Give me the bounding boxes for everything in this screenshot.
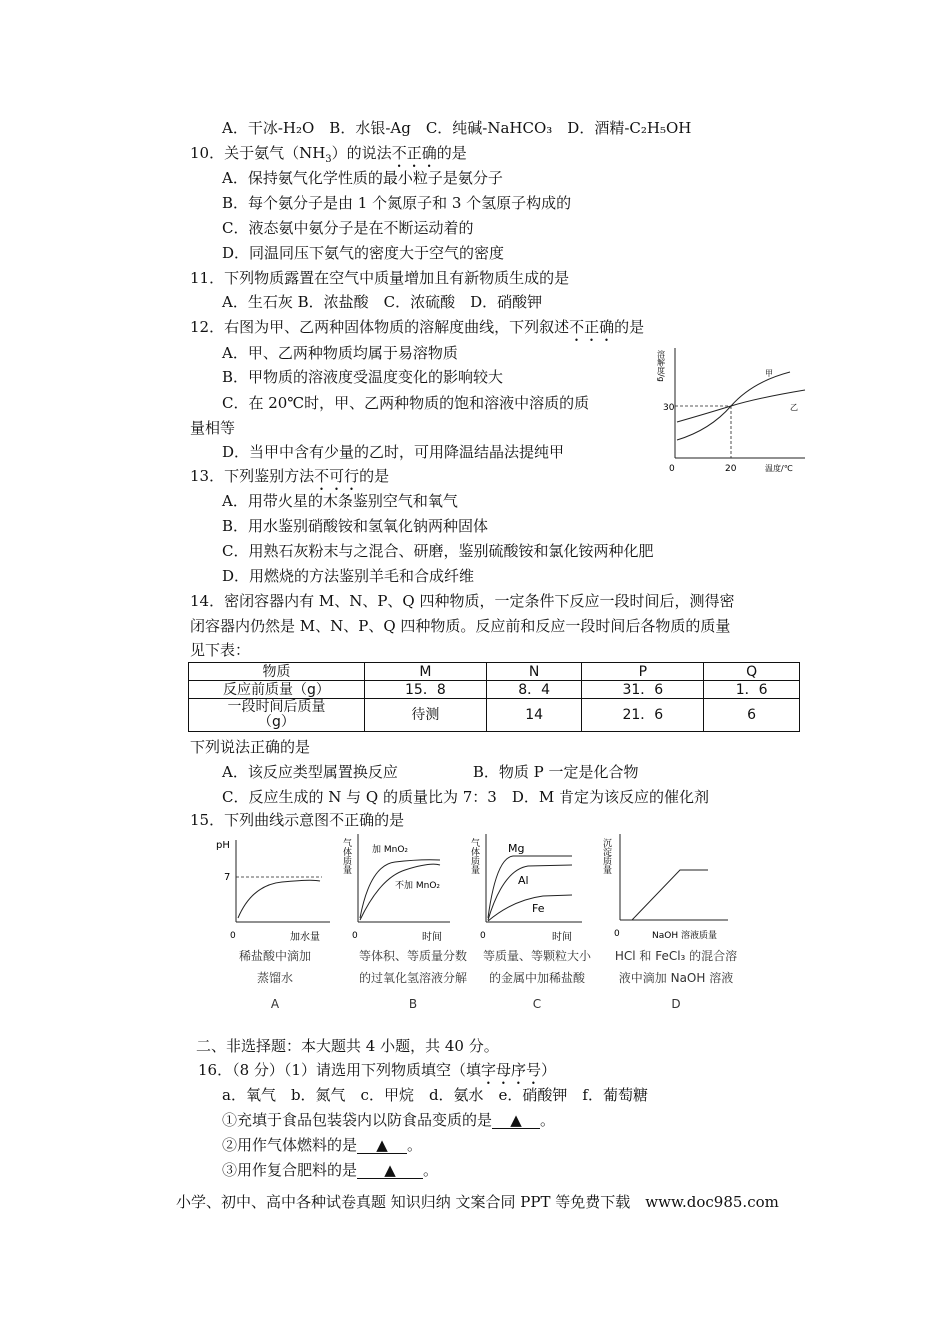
graph-d-cap2: 液中滴加 NaOH 溶液 (618, 971, 734, 985)
graph-d-y-label: 沉淀质量 (601, 838, 611, 874)
q16-stem-pre: 16．（8 分）（1）请选用下列物质填空（填 (198, 1061, 481, 1079)
graph-c-caption (468, 945, 606, 1015)
graph-c-letter: C (532, 997, 542, 1011)
graph-b-y-label: 气体质量 (341, 838, 351, 874)
q9-options: A．干冰-H₂O B．水银-Ag C．纯碱-NaHCO₃ D．酒精-C₂H₅OH (222, 119, 692, 137)
graph-d-x-label: NaOH 溶液质量 (652, 931, 717, 941)
graph-c-cap2: 的金属中加稀盐酸 (488, 971, 585, 985)
graph-c-curve-fe (488, 895, 572, 921)
q13-stem-emphasis: 不可行 (314, 467, 360, 485)
q14-stem-line1: 14．密闭容器内有 M、N、P、Q 四种物质，一定条件下反应一段时间后，测得密 (190, 592, 735, 610)
solubility-x-tick: 20 (725, 464, 737, 474)
q16-item-1-text: ①充填于食品包装袋内以防食品变质的是 (222, 1111, 493, 1129)
table-header-cell: Q (704, 663, 800, 681)
graph-b-label-2: 不加 MnO₂ (395, 881, 441, 891)
q10-option-c: C．液态氨中氨分子是在不断运动着的 (222, 219, 474, 237)
mass-table (188, 662, 800, 732)
q16-item-2-text: ②用作气体燃料的是 (222, 1136, 358, 1154)
table-cell: 15．8 (365, 681, 487, 699)
q13-option-c: C．用熟石灰粉末与之混合、研磨，鉴别硫酸铵和氯化铵两种化肥 (222, 542, 654, 560)
q16-item-3 (222, 1160, 438, 1180)
graph-d-letter: D (671, 997, 681, 1011)
q12-option-c-line2: 量相等 (190, 419, 236, 437)
q16-item-1-end: 。 (540, 1111, 556, 1129)
q13-stem-pre: 13．下列鉴别方法 (190, 467, 315, 485)
q14-stem-line2: 闭容器内仍然是 M、N、P、Q 四种物质。反应前和反应一段时间后各物质的质量 (190, 617, 731, 635)
graph-a-y-label: pH (216, 840, 230, 851)
graph-a (212, 830, 337, 945)
q12-option-a: A．甲、乙两种物质均属于易溶物质 (222, 344, 458, 362)
graph-c (468, 830, 588, 945)
table-cell: 14 (486, 699, 582, 732)
solubility-x-label: 温度/℃ (765, 464, 793, 473)
graph-b-x-label: 时间 (422, 932, 442, 943)
q16-stem-post: ） (540, 1061, 556, 1079)
q10-stem (190, 143, 467, 171)
solubility-y-tick: 30 (663, 403, 675, 413)
table-cell (189, 699, 365, 732)
q16-options: a．氧气 b．氮气 c．甲烷 d．氨水 e．硝酸钾 f．葡萄糖 (222, 1086, 648, 1104)
graph-b-curve-no-mno2 (360, 864, 440, 920)
q13-option-a: A．用带火星的木条鉴别空气和氧气 (222, 492, 458, 510)
q10-option-a: A．保持氨气化学性质的最小粒子是氨分子 (222, 169, 503, 187)
q10-stem-sub: 3 (325, 154, 332, 165)
graph-a-curve (238, 880, 320, 918)
table-header-cell: N (486, 663, 582, 681)
graph-b-cap1: 等体积、等质量分数 (358, 949, 467, 963)
q16-item-2 (222, 1135, 422, 1155)
q12-stem-pre: 12．右图为甲、乙两种固体物质的溶解度曲线，下列叙述 (190, 318, 570, 336)
q10-option-d: D．同温同压下氨气的密度大于空气的密度 (222, 244, 505, 262)
graph-c-origin: 0 (480, 931, 486, 941)
table-header-cell: 物质 (189, 663, 365, 681)
q10-option-b: B．每个氨分子是由 1 个氮原子和 3 个氢原子构成的 (222, 194, 572, 212)
q12-option-b: B．甲物质的溶液度受温度变化的影响较大 (222, 368, 504, 386)
q14-options-cd: C．反应生成的 N 与 Q 的质量比为 7：3 D．M 肯定为该反应的催化剂 (222, 788, 709, 806)
graph-c-label-fe: Fe (532, 902, 545, 915)
graph-d-caption (602, 945, 750, 1015)
graph-b-origin: 0 (352, 931, 358, 941)
graph-c-label-mg: Mg (508, 842, 525, 855)
solubility-origin: 0 (669, 464, 675, 474)
table-row (189, 681, 800, 699)
graph-a-x-label: 加水量 (290, 932, 320, 943)
graph-a-letter: A (270, 997, 280, 1011)
q10-stem-emphasis: 不正确 (391, 144, 437, 162)
q16-item-3-end: 。 (423, 1161, 439, 1179)
q12-stem-emphasis: 不正确 (569, 318, 615, 336)
table-cell: 待测 (365, 699, 487, 732)
table-row2-label-2: （g） (258, 714, 295, 730)
q16-blank-3[interactable]: ▲ (357, 1162, 423, 1179)
graph-a-tick: 7 (224, 872, 231, 883)
graph-c-cap1: 等质量、等颗粒大小 (482, 949, 591, 963)
graph-b-label-1: 加 MnO₂ (372, 845, 409, 855)
solubility-label-jia: 甲 (765, 369, 773, 378)
solubility-graph (655, 340, 815, 475)
table-header-cell: M (365, 663, 487, 681)
table-row2-label-1: 一段时间后质量 (227, 699, 326, 715)
q16-stem (198, 1060, 556, 1088)
graph-b-caption (338, 945, 488, 1015)
solubility-curve-jia (677, 372, 790, 440)
table-cell: 21．6 (582, 699, 704, 732)
table-cell: 8．4 (486, 681, 582, 699)
graph-b-letter: B (408, 997, 418, 1011)
table-cell: 1．6 (704, 681, 800, 699)
graph-b (340, 830, 455, 945)
footer: 小学、初中、高中各种试卷真题 知识归纳 文案合同 PPT 等免费下载 www.doc985.com (176, 1193, 779, 1211)
graph-d-origin: 0 (614, 929, 620, 939)
q16-item-3-text: ③用作复合肥料的是 (222, 1161, 358, 1179)
q16-blank-2[interactable]: ▲ (357, 1137, 407, 1154)
graph-d (600, 830, 735, 945)
q13-option-d: D．用燃烧的方法鉴别羊毛和合成纤维 (222, 567, 475, 585)
q13-stem-post: 的是 (359, 467, 390, 485)
solubility-label-yi: 乙 (790, 403, 798, 412)
table-cell: 反应前质量（g） (189, 681, 365, 699)
q14-stem-line3: 见下表： (190, 641, 251, 659)
table-header-cell: P (582, 663, 704, 681)
q12-stem-post: 的是 (614, 318, 645, 336)
table-header-row (189, 663, 800, 681)
q16-item-2-end: 。 (407, 1136, 423, 1154)
solubility-y-label: 溶解度/g (656, 350, 666, 382)
graph-d-curve (632, 870, 708, 920)
q15-stem: 15．下列曲线示意图不正确的是 (190, 811, 405, 829)
q12-option-d: D．当甲中含有少量的乙时，可用降温结晶法提纯甲 (222, 443, 565, 461)
table-cell: 31．6 (582, 681, 704, 699)
graph-a-origin: 0 (230, 931, 236, 941)
q13-stem (190, 466, 389, 494)
q16-item-1 (222, 1110, 555, 1130)
q10-stem-post: 的是 (436, 144, 467, 162)
graph-a-cap1: 稀盐酸中滴加 (238, 949, 311, 963)
part2-heading: 二、非选择题：本大题共 4 小题，共 40 分。 (196, 1037, 499, 1055)
graph-d-cap1: HCl 和 FeCl₃ 的混合溶 (614, 949, 738, 963)
q11-stem: 11．下列物质露置在空气中质量增加且有新物质生成的是 (190, 269, 570, 287)
q10-stem-pre: 10．关于氨气（NH (190, 144, 326, 162)
q13-option-b: B．用水鉴别硝酸铵和氢氧化钠两种固体 (222, 517, 489, 535)
graph-a-caption (215, 945, 335, 1015)
q16-blank-1[interactable]: ▲ (492, 1112, 540, 1129)
graph-b-cap2: 的过氧化氢溶液分解 (358, 971, 467, 985)
graph-c-x-label: 时间 (552, 932, 572, 943)
q14-options-ab: A．该反应类型属置换反应 B．物质 P 一定是化合物 (222, 763, 639, 781)
q10-stem-mid: ）的说法 (331, 144, 392, 162)
q12-stem (190, 317, 644, 345)
table-row (189, 699, 800, 732)
q14-after: 下列说法正确的是 (190, 738, 311, 756)
graph-a-cap2: 蒸馏水 (256, 971, 293, 985)
q11-options: A．生石灰 B．浓盐酸 C．浓硫酸 D．硝酸钾 (222, 293, 543, 311)
graph-c-label-al: Al (518, 874, 529, 887)
q12-option-c-line1: C．在 20℃时，甲、乙两种物质的饱和溶液中溶质的质 (222, 394, 590, 412)
graph-c-y-label: 气体质量 (469, 838, 479, 874)
table-cell: 6 (704, 699, 800, 732)
q16-stem-emphasis: 字母序号 (480, 1061, 541, 1079)
